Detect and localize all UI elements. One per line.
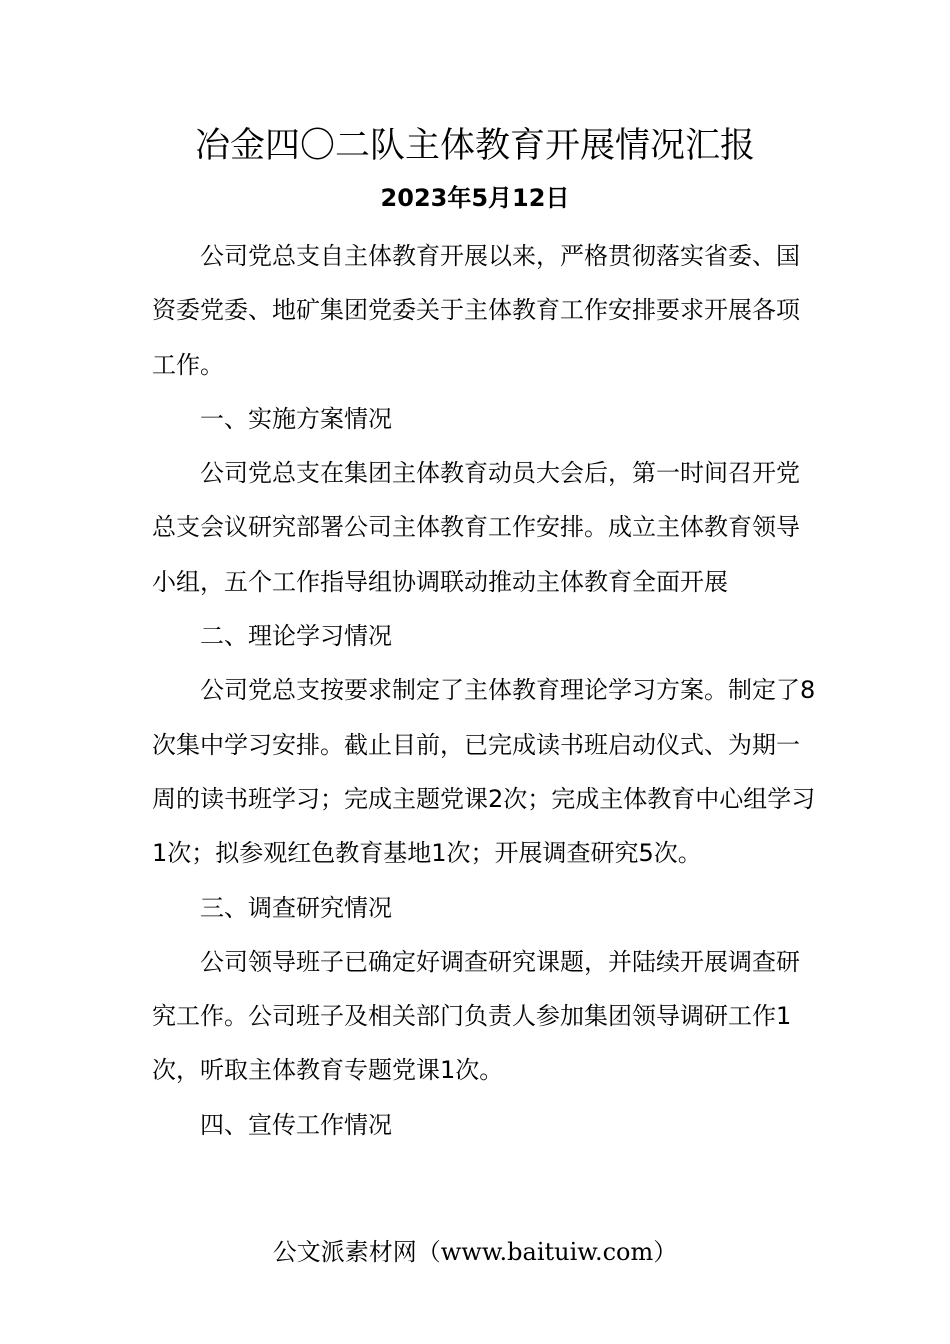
intro-paragraph: 公司党总支自主体教育开展以来，严格贯彻落实省委、国资委党委、地矿集团党委关于主体教育工作安排要求开展各项工作。 (152, 242, 800, 379)
section-heading-research: 三、调查研究情况 (200, 893, 392, 922)
section-heading-implementation: 一、实施方案情况 (200, 404, 392, 433)
document-date: 2023年5月12日 (380, 184, 570, 212)
section-heading-publicity: 四、宣传工作情况 (200, 1110, 392, 1139)
document-title: 冶金四〇二队主体教育开展情况汇报 (194, 126, 755, 166)
theory-study-paragraph: 公司党总支按要求制定了主体教育理论学习方案。制定了8次集中学习安排。截止目前，已完成读书班启动仪式、为期一周的读书班学习；完成主题党课2次；完成主体教育中心组学习1次；拟参观红色教育基地1次；开展调查研究5次。 (152, 676, 816, 868)
implementation-paragraph: 公司党总支在集团主体教育动员大会后，第一时间召开党总支会议研究部署公司主体教育工作安排。成立主体教育领导小组，五个工作指导组协调联动推动主体教育全面开展 (152, 459, 800, 596)
research-paragraph: 公司领导班子已确定好调查研究课题，并陆续开展调查研究工作。公司班子及相关部门负责人参加集团领导调研工作1次，听取主体教育专题党课1次。 (152, 947, 800, 1085)
page-footer: 公文派素材网（www.baituiw.com） (272, 1238, 678, 1266)
section-heading-theory-study: 二、理论学习情况 (200, 622, 392, 651)
document-body (152, 229, 822, 1152)
